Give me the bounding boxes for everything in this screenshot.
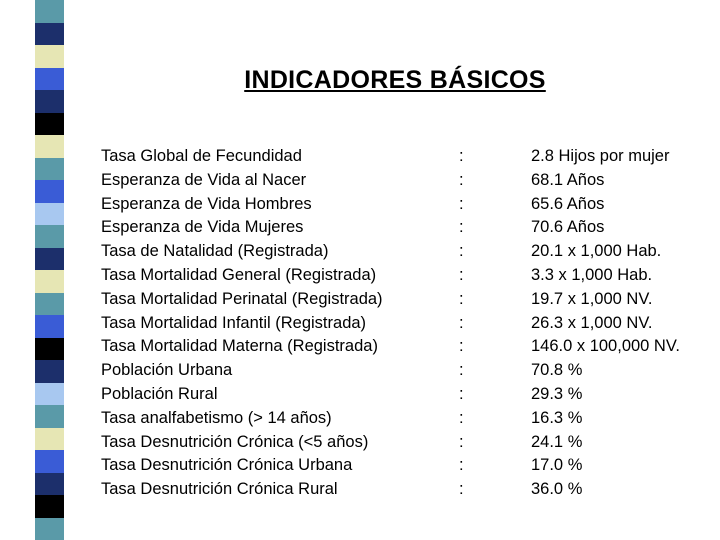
indicator-row bbox=[101, 431, 711, 455]
indicator-separator: : bbox=[459, 337, 464, 356]
stripe-segment bbox=[35, 180, 64, 203]
indicator-separator: : bbox=[459, 170, 464, 189]
indicator-row bbox=[101, 240, 711, 264]
indicator-value: 70.8 % bbox=[531, 361, 583, 380]
indicator-separator: : bbox=[459, 218, 464, 237]
stripe-segment bbox=[35, 450, 64, 473]
stripe-segment bbox=[35, 225, 64, 248]
stripe-segment bbox=[35, 338, 64, 361]
indicator-separator: : bbox=[459, 432, 464, 451]
indicator-table bbox=[101, 145, 711, 502]
stripe-segment bbox=[35, 158, 64, 181]
indicator-row bbox=[101, 193, 711, 217]
stripe-segment bbox=[35, 315, 64, 338]
indicator-value: 17.0 % bbox=[531, 456, 583, 475]
stripe-segment bbox=[35, 360, 64, 383]
indicator-label: Tasa Mortalidad Perinatal (Registrada) bbox=[101, 289, 383, 308]
stripe-segment bbox=[35, 383, 64, 406]
indicator-separator: : bbox=[459, 289, 464, 308]
indicator-row bbox=[101, 216, 711, 240]
indicator-value: 70.6 Años bbox=[531, 218, 605, 237]
indicator-label: Esperanza de Vida al Nacer bbox=[101, 170, 307, 189]
indicator-row bbox=[101, 407, 711, 431]
indicator-value: 16.3 % bbox=[531, 408, 583, 427]
stripe-segment bbox=[35, 405, 64, 428]
indicator-row bbox=[101, 312, 711, 336]
indicator-separator: : bbox=[459, 384, 464, 403]
indicator-label: Tasa Desnutrición Crónica (<5 años) bbox=[101, 432, 369, 451]
stripe-segment bbox=[35, 270, 64, 293]
indicator-separator: : bbox=[459, 313, 464, 332]
page-title: INDICADORES BÁSICOS bbox=[244, 66, 546, 94]
indicator-separator: : bbox=[459, 480, 464, 499]
stripe-segment bbox=[35, 113, 64, 136]
indicator-row bbox=[101, 383, 711, 407]
indicator-value: 24.1 % bbox=[531, 432, 583, 451]
indicator-value: 3.3 x 1,000 Hab. bbox=[531, 265, 653, 284]
indicator-separator: : bbox=[459, 408, 464, 427]
indicator-label: Esperanza de Vida Mujeres bbox=[101, 218, 304, 237]
indicator-label: Tasa Mortalidad Materna (Registrada) bbox=[101, 337, 378, 356]
indicator-label: Esperanza de Vida Hombres bbox=[101, 194, 312, 213]
indicator-row bbox=[101, 169, 711, 193]
indicator-row bbox=[101, 288, 711, 312]
indicator-value: 36.0 % bbox=[531, 480, 583, 499]
indicator-label: Tasa Mortalidad Infantil (Registrada) bbox=[101, 313, 367, 332]
stripe-segment bbox=[35, 45, 64, 68]
stripe-segment bbox=[35, 495, 64, 518]
indicator-label: Población Rural bbox=[101, 384, 218, 403]
indicator-label: Tasa analfabetismo (> 14 años) bbox=[101, 408, 332, 427]
indicator-value: 20.1 x 1,000 Hab. bbox=[531, 242, 662, 261]
indicator-label: Tasa de Natalidad (Registrada) bbox=[101, 242, 329, 261]
stripe-segment bbox=[35, 518, 64, 540]
indicator-value: 68.1 Años bbox=[531, 170, 605, 189]
indicator-value: 26.3 x 1,000 NV. bbox=[531, 313, 653, 332]
indicator-label: Tasa Mortalidad General (Registrada) bbox=[101, 265, 377, 284]
indicator-label: Tasa Desnutrición Crónica Rural bbox=[101, 480, 338, 499]
indicator-value: 19.7 x 1,000 NV. bbox=[531, 289, 653, 308]
stripe-segment bbox=[35, 428, 64, 451]
indicator-separator: : bbox=[459, 456, 464, 475]
indicator-separator: : bbox=[459, 361, 464, 380]
indicator-row bbox=[101, 478, 711, 502]
indicator-label: Tasa Global de Fecundidad bbox=[101, 147, 302, 165]
indicator-separator: : bbox=[459, 194, 464, 213]
indicator-label: Población Urbana bbox=[101, 361, 233, 380]
indicator-value: 2.8 Hijos por mujer bbox=[531, 147, 670, 165]
indicator-separator: : bbox=[459, 265, 464, 284]
indicator-value: 65.6 Años bbox=[531, 194, 605, 213]
indicator-label: Tasa Desnutrición Crónica Urbana bbox=[101, 456, 353, 475]
indicator-separator: : bbox=[459, 242, 464, 261]
stripe-segment bbox=[35, 0, 64, 23]
stripe-segment bbox=[35, 473, 64, 496]
stripe-segment bbox=[35, 135, 64, 158]
stripe-segment bbox=[35, 23, 64, 46]
indicator-row bbox=[101, 264, 711, 288]
stripe-segment bbox=[35, 203, 64, 226]
indicator-separator: : bbox=[459, 147, 464, 165]
indicator-row bbox=[101, 145, 711, 169]
indicator-row bbox=[101, 335, 711, 359]
stripe-segment bbox=[35, 293, 64, 316]
stripe-segment bbox=[35, 248, 64, 271]
indicator-row bbox=[101, 359, 711, 383]
indicator-value: 146.0 x 100,000 NV. bbox=[531, 337, 680, 356]
indicator-value: 29.3 % bbox=[531, 384, 583, 403]
indicator-row bbox=[101, 454, 711, 478]
